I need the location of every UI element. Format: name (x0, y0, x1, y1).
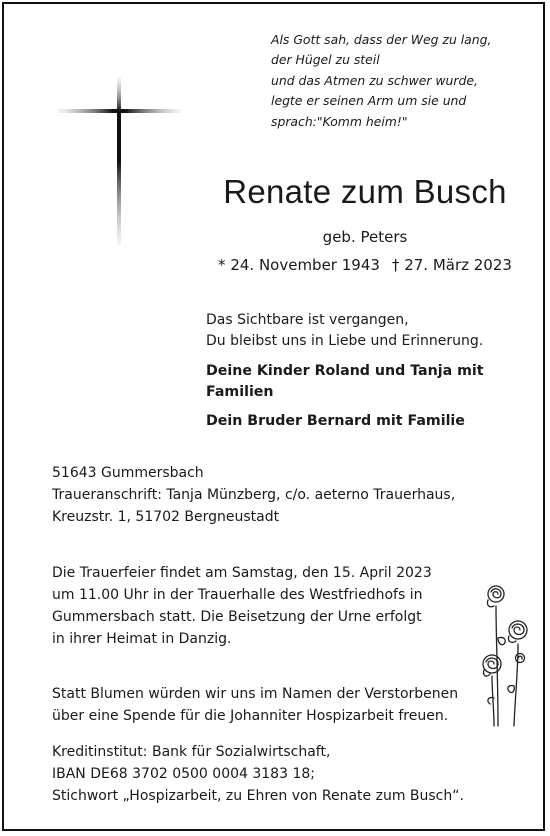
birth-name: geb. Peters (322, 228, 408, 246)
bank-details (52, 741, 464, 807)
poem-line: Als Gott sah, dass der Weg zu lang, (271, 32, 492, 47)
donation-line: über eine Spende für die Johanniter Hospizarbeit freuen. (52, 708, 449, 724)
poem-line: und das Atmen zu schwer wurde, (271, 72, 478, 88)
birth-date: * 24. November 1943 (218, 256, 380, 274)
roses-icon (474, 578, 534, 728)
bank-line: Kreditinstitut: Bank für Sozialwirtschaft, (52, 744, 331, 760)
iban-line: IBAN DE68 3702 0500 0004 3183 18; (52, 766, 315, 782)
service-line: Gummersbach statt. Die Beisetzung der Urne erfolgt (52, 609, 422, 625)
mourners-brother: Dein Bruder Bernard mit Familie (206, 413, 465, 429)
mourning-address (52, 462, 455, 528)
poem-line: legte er seinen Arm um sie und (271, 93, 467, 109)
service-line: in ihrer Heimat in Danzig. (52, 631, 232, 647)
donation-request (52, 683, 458, 727)
verse (206, 310, 483, 352)
reference-line: Stichwort „Hospizarbeit, zu Ehren von Renate zum Busch“. (52, 788, 464, 804)
address-line: 51643 Gummersbach (52, 465, 204, 481)
cross-icon (58, 78, 180, 246)
address-line: Kreuzstr. 1, 51702 Bergneustadt (52, 509, 280, 525)
service-line: um 11.00 Uhr in der Trauerhalle des Westfriedhofs in (52, 587, 423, 603)
address-line: Traueranschrift: Tanja Münzberg, c/o. aeterno Trauerhaus, (52, 487, 456, 503)
life-dates (200, 256, 530, 274)
poem-line: sprach:"Komm heim!" (271, 113, 408, 129)
verse-line: Das Sichtbare ist vergangen, (206, 312, 409, 328)
service-line: Die Trauerfeier findet am Samstag, den 15. April 2023 (52, 565, 432, 581)
donation-line: Statt Blumen würden wir uns im Namen der Verstorbenen (52, 686, 459, 702)
funeral-service-info (52, 562, 432, 650)
poem (271, 30, 531, 132)
death-date: † 27. März 2023 (391, 256, 512, 274)
verse-line: Du bleibst uns in Liebe und Erinnerung. (206, 333, 484, 349)
deceased-name: Renate zum Busch (223, 173, 507, 210)
mourners-children: Deine Kinder Roland und Tanja mit Familien (206, 363, 484, 400)
poem-line: der Hügel zu steil (271, 52, 380, 68)
